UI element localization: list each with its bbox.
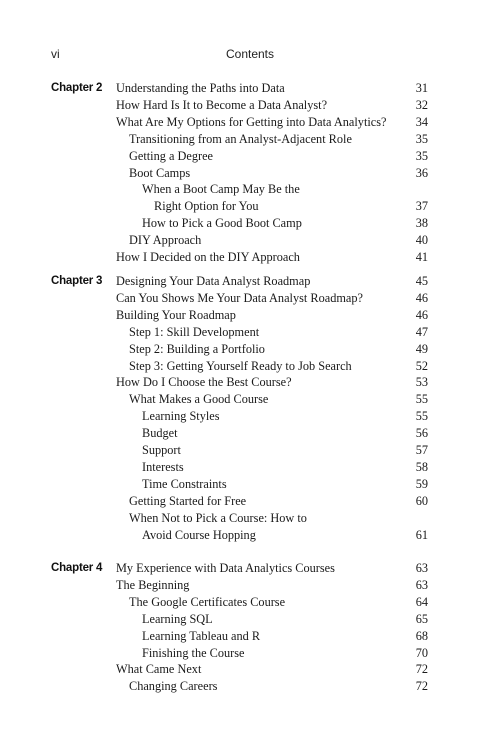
toc-entry-title: Changing Careers xyxy=(129,679,218,694)
toc-entry-title: Understanding the Paths into Data xyxy=(116,81,285,95)
toc-entry-page: 63 xyxy=(415,577,428,592)
toc-entry-title: Finishing the Course xyxy=(142,645,245,660)
toc-entry-title: What Makes a Good Course xyxy=(129,392,269,407)
toc-entry-page: 72 xyxy=(415,679,428,694)
toc-entry-title: Step 2: Building a Portfolio xyxy=(129,341,265,356)
chapter-label: Chapter 4 xyxy=(51,562,103,574)
toc-entry-page: 55 xyxy=(415,392,428,407)
toc-entry-page: 46 xyxy=(415,290,428,305)
toc-entry-page: 41 xyxy=(415,250,428,264)
toc-entry-page: 32 xyxy=(415,97,428,112)
running-header xyxy=(0,47,500,67)
toc-entry-page: 72 xyxy=(415,662,428,677)
toc-entry-page: 55 xyxy=(415,409,428,424)
toc-entry-page: 52 xyxy=(415,358,428,373)
toc-entry-title: Learning Tableau and R xyxy=(142,628,261,643)
toc-entry-page: 46 xyxy=(415,307,428,322)
toc-entry-page: 70 xyxy=(415,645,428,660)
toc-entry-page: 34 xyxy=(415,114,428,129)
toc-entry-page: 47 xyxy=(415,324,428,339)
toc-entry-title: Getting a Degree xyxy=(129,148,213,163)
toc-entry-page: 61 xyxy=(415,527,428,542)
toc-entry-title: Designing Your Data Analyst Roadmap xyxy=(116,274,311,288)
page-title: Contents xyxy=(225,47,275,61)
toc-entry-title: What Came Next xyxy=(116,662,202,677)
chapter-label: Chapter 3 xyxy=(51,275,103,287)
toc-entry-page: 49 xyxy=(415,341,428,356)
toc-entry-page: 68 xyxy=(415,628,428,643)
toc-entry-title: Learning Styles xyxy=(142,409,220,424)
toc-entry-title: Transitioning from an Analyst-Adjacent Role xyxy=(129,131,352,146)
toc-entry-title: Getting Started for Free xyxy=(129,493,247,508)
toc-entry-title: Step 1: Skill Development xyxy=(129,324,260,339)
toc-entry-title: Building Your Roadmap xyxy=(116,307,236,322)
toc-entry-page: 38 xyxy=(415,216,428,231)
toc-entry-page: 63 xyxy=(415,561,428,575)
toc-entry-title: How to Pick a Good Boot Camp xyxy=(142,216,302,231)
chapter-label: Chapter 2 xyxy=(51,82,103,94)
toc-entry-page: 64 xyxy=(415,594,428,609)
toc-entry-title: Right Option for You xyxy=(154,199,259,214)
toc-entry-title: Support xyxy=(142,443,181,457)
toc-entry-page: 35 xyxy=(415,148,428,163)
toc-entry-title: Time Constraints xyxy=(142,476,227,491)
toc-entry-page: 36 xyxy=(415,165,428,180)
toc-entry-title: Can You Shows Me Your Data Analyst Roadmap? xyxy=(116,290,363,305)
toc-entry-title: Boot Camps xyxy=(129,165,191,180)
toc-entry-title: How Do I Choose the Best Course? xyxy=(116,375,292,390)
toc-entry-page: 35 xyxy=(415,131,428,146)
toc-entry-page: 53 xyxy=(415,375,428,390)
toc-entry-title: Learning SQL xyxy=(142,611,213,626)
toc-entry-page: 56 xyxy=(415,426,428,441)
toc-entry-title: What Are My Options for Getting into Data Analytics? xyxy=(116,114,387,129)
toc-entry-title: Step 3: Getting Yourself Ready to Job Search xyxy=(129,358,352,373)
page-number: vi xyxy=(51,47,60,61)
toc-entry-page: 40 xyxy=(415,233,428,248)
toc-entry-title: The Beginning xyxy=(116,577,190,592)
toc-entry-page: 58 xyxy=(415,459,428,474)
toc-entry-title: How I Decided on the DIY Approach xyxy=(116,250,300,264)
toc-entry-title: When a Boot Camp May Be the xyxy=(142,182,300,197)
toc-entry-page: 59 xyxy=(415,476,428,491)
toc-entry-page: 37 xyxy=(415,199,428,214)
toc-entry-page: 31 xyxy=(415,81,428,95)
toc-entry-title: Interests xyxy=(142,459,184,474)
toc-entry-title: The Google Certificates Course xyxy=(129,594,286,609)
toc-entry-page: 60 xyxy=(415,493,428,508)
toc-entry-title: When Not to Pick a Course: How to xyxy=(129,510,307,525)
toc-entry-page: 45 xyxy=(415,274,428,288)
toc-entry-title: Avoid Course Hopping xyxy=(142,527,256,542)
toc-entry-page: 57 xyxy=(415,443,428,457)
toc-entry-title: How Hard Is It to Become a Data Analyst? xyxy=(116,97,328,112)
toc-entry-title: My Experience with Data Analytics Courses xyxy=(116,561,335,575)
toc-entry-title: DIY Approach xyxy=(129,233,202,248)
toc-entry-page: 65 xyxy=(415,611,428,626)
toc-entry-title: Budget xyxy=(142,426,178,441)
